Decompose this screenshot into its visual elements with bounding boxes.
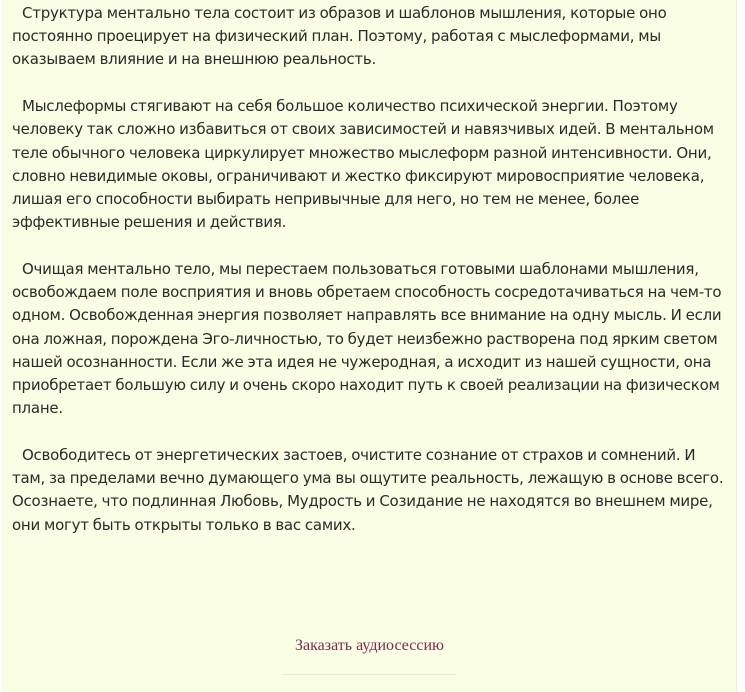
paragraph-4: Освободитесь от энергетических застоев, очистите сознание от страхов и сомнений. И там, за пределами вечно думающего ума вы ощутите реальность, лежащую в основе всего. Осознаете, что подлинная Любовь, Мудрость и Созидание не находятся во внешнем мире, они могут быть открыты только в вас самих.: [12, 446, 724, 534]
content-panel: [2, 0, 737, 692]
divider: [282, 674, 457, 675]
paragraph-2: Мыслеформы стягивают на себя большое количество психической энергии. Поэтому человеку так сложно избавиться от своих зависимостей и навязчивых идей. В ментальном теле обычного человека циркулирует множество мыслеформ разной интенсивности. Они, словно невидимые оковы, ограничивают и жестко фиксируют мировосприятие человека, лишая его способности выбирать непривычные для него, но тем не менее, более эффективные решения и действия.: [12, 97, 714, 232]
paragraph-3: Очищая ментально тело, мы перестаем пользоваться готовыми шаблонами мышления, освобождаем поле восприятия и вновь обретаем способность сосредотачиваться на чем-то одном. Освобожденная энергия позволяет направлять все внимание на одну мысль. И если она ложная, порождена Эго-личностью, то будет неизбежно растворена под ярким светом нашей осознанности. Если же эта идея не чужеродная, а исходит из нашей сущности, она приобретает большую силу и очень скоро находит путь к своей реализации на физическом плане.: [12, 260, 722, 418]
order-audiosession-link[interactable]: Заказать аудиосессию: [295, 637, 444, 654]
paragraph-1: Структура ментально тела состоит из образов и шаблонов мышления, которые оно постоянно проецирует на физический план. Поэтому, работая с мыслеформами, мы оказываем влияние и на внешнюю реальность.: [12, 4, 667, 69]
article-body: [12, 2, 729, 560]
cta-container: [2, 637, 737, 655]
